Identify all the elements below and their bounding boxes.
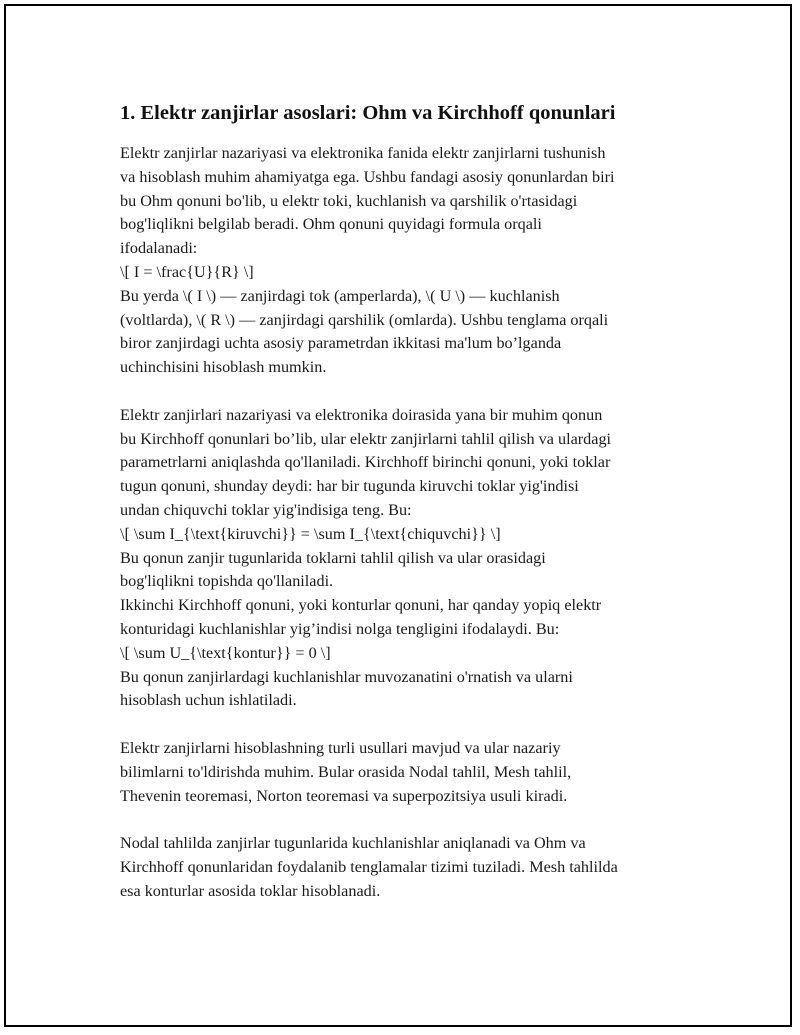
text-line: uchinchisini hisoblash mumkin. bbox=[120, 358, 327, 377]
text-line: \[ \sum U_{\text{kontur}} = 0 \] bbox=[120, 643, 331, 662]
text-line: bog'liqlikni belgilab beradi. Ohm qonuni quyidagi formula orqali bbox=[120, 215, 542, 234]
text-line: Elektr zanjirlar nazariyasi va elektronika fanida elektr zanjirlarni tushunish bbox=[120, 144, 606, 162]
text-line: bog'liqlikni topishda qo'llaniladi. bbox=[120, 572, 334, 591]
text-line: (voltlarda), \( R \) — zanjirdagi qarshilik (omlarda). Ushbu tenglama orqali bbox=[120, 310, 609, 329]
page-title: 1. Elektr zanjirlar asoslari: Ohm va Kirchhoff qonunlari bbox=[120, 102, 616, 124]
text-line: Elektr zanjirlarni hisoblashning turli usullari mavjud va ular nazariy bbox=[120, 738, 561, 757]
document-body bbox=[120, 100, 700, 927]
paragraph bbox=[120, 142, 700, 380]
paragraphs-container bbox=[120, 142, 700, 904]
text-line: bilimlarni to'ldirishda muhim. Bular orasida Nodal tahlil, Mesh tahlil, bbox=[120, 762, 572, 781]
text-line: esa konturlar asosida toklar hisoblanadi. bbox=[120, 881, 381, 900]
text-line: bu Ohm qonuni bo'lib, u elektr toki, kuchlanish va qarshilik o'rtasidagi bbox=[120, 191, 578, 210]
text-line: Bu qonun zanjirlardagi kuchlanishlar muvozanatini o'rnatish va ularni bbox=[120, 667, 573, 686]
text-line: biror zanjirdagi uchta asosiy parametrdan ikkitasi ma'lum bo’lganda bbox=[120, 334, 562, 353]
text-line: Nodal tahlilda zanjirlar tugunlarida kuchlanishlar aniqlanadi va Ohm va bbox=[120, 834, 586, 853]
text-line: bu Kirchhoff qonunlari bo’lib, ular elektr zanjirlarni tahlil qilish va ulardagi bbox=[120, 429, 612, 448]
text-line: Thevenin teoremasi, Norton teoremasi va superpozitsiya usuli kiradi. bbox=[120, 786, 568, 805]
text-line: \[ I = \frac{U}{R} \] bbox=[120, 262, 254, 281]
text-line: Ikkinchi Kirchhoff qonuni, yoki konturlar qonuni, har qanday yopiq elektr bbox=[120, 596, 602, 615]
text-line: Elektr zanjirlari nazariyasi va elektronika doirasida yana bir muhim qonun bbox=[120, 405, 603, 424]
text-line: \[ \sum I_{\text{kiruvchi}} = \sum I_{\text{chiquvchi}} \] bbox=[120, 524, 501, 543]
text-line: parametrlarni aniqlashda qo'llaniladi. Kirchhoff birinchi qonuni, yoki toklar bbox=[120, 453, 611, 472]
text-line: Bu yerda \( I \) — zanjirdagi tok (amperlarda), \( U \) — kuchlanish bbox=[120, 286, 560, 305]
text-line: konturidagi kuchlanishlar yig’indisi nolga tengligini ifodalaydi. Bu: bbox=[120, 619, 560, 638]
text-line: tugun qonuni, shunday deydi: har bir tugunda kiruvchi toklar yig'indisi bbox=[120, 477, 579, 496]
text-line: hisoblash uchun ishlatiladi. bbox=[120, 691, 297, 710]
text-line: Kirchhoff qonunlaridan foydalanib tenglamalar tizimi tuziladi. Mesh tahlilda bbox=[120, 857, 618, 876]
paragraph bbox=[120, 832, 700, 903]
text-line: undan chiquvchi toklar yig'indisiga teng. Bu: bbox=[120, 500, 412, 519]
document-page bbox=[4, 4, 792, 1027]
text-line: va hisoblash muhim ahamiyatga ega. Ushbu fandagi asosiy qonunlardan biri bbox=[120, 167, 615, 186]
text-line: Bu qonun zanjir tugunlarida toklarni tahlil qilish va ular orasidagi bbox=[120, 548, 546, 567]
paragraph bbox=[120, 737, 700, 808]
text-line: ifodalanadi: bbox=[120, 239, 198, 258]
paragraph bbox=[120, 404, 700, 713]
